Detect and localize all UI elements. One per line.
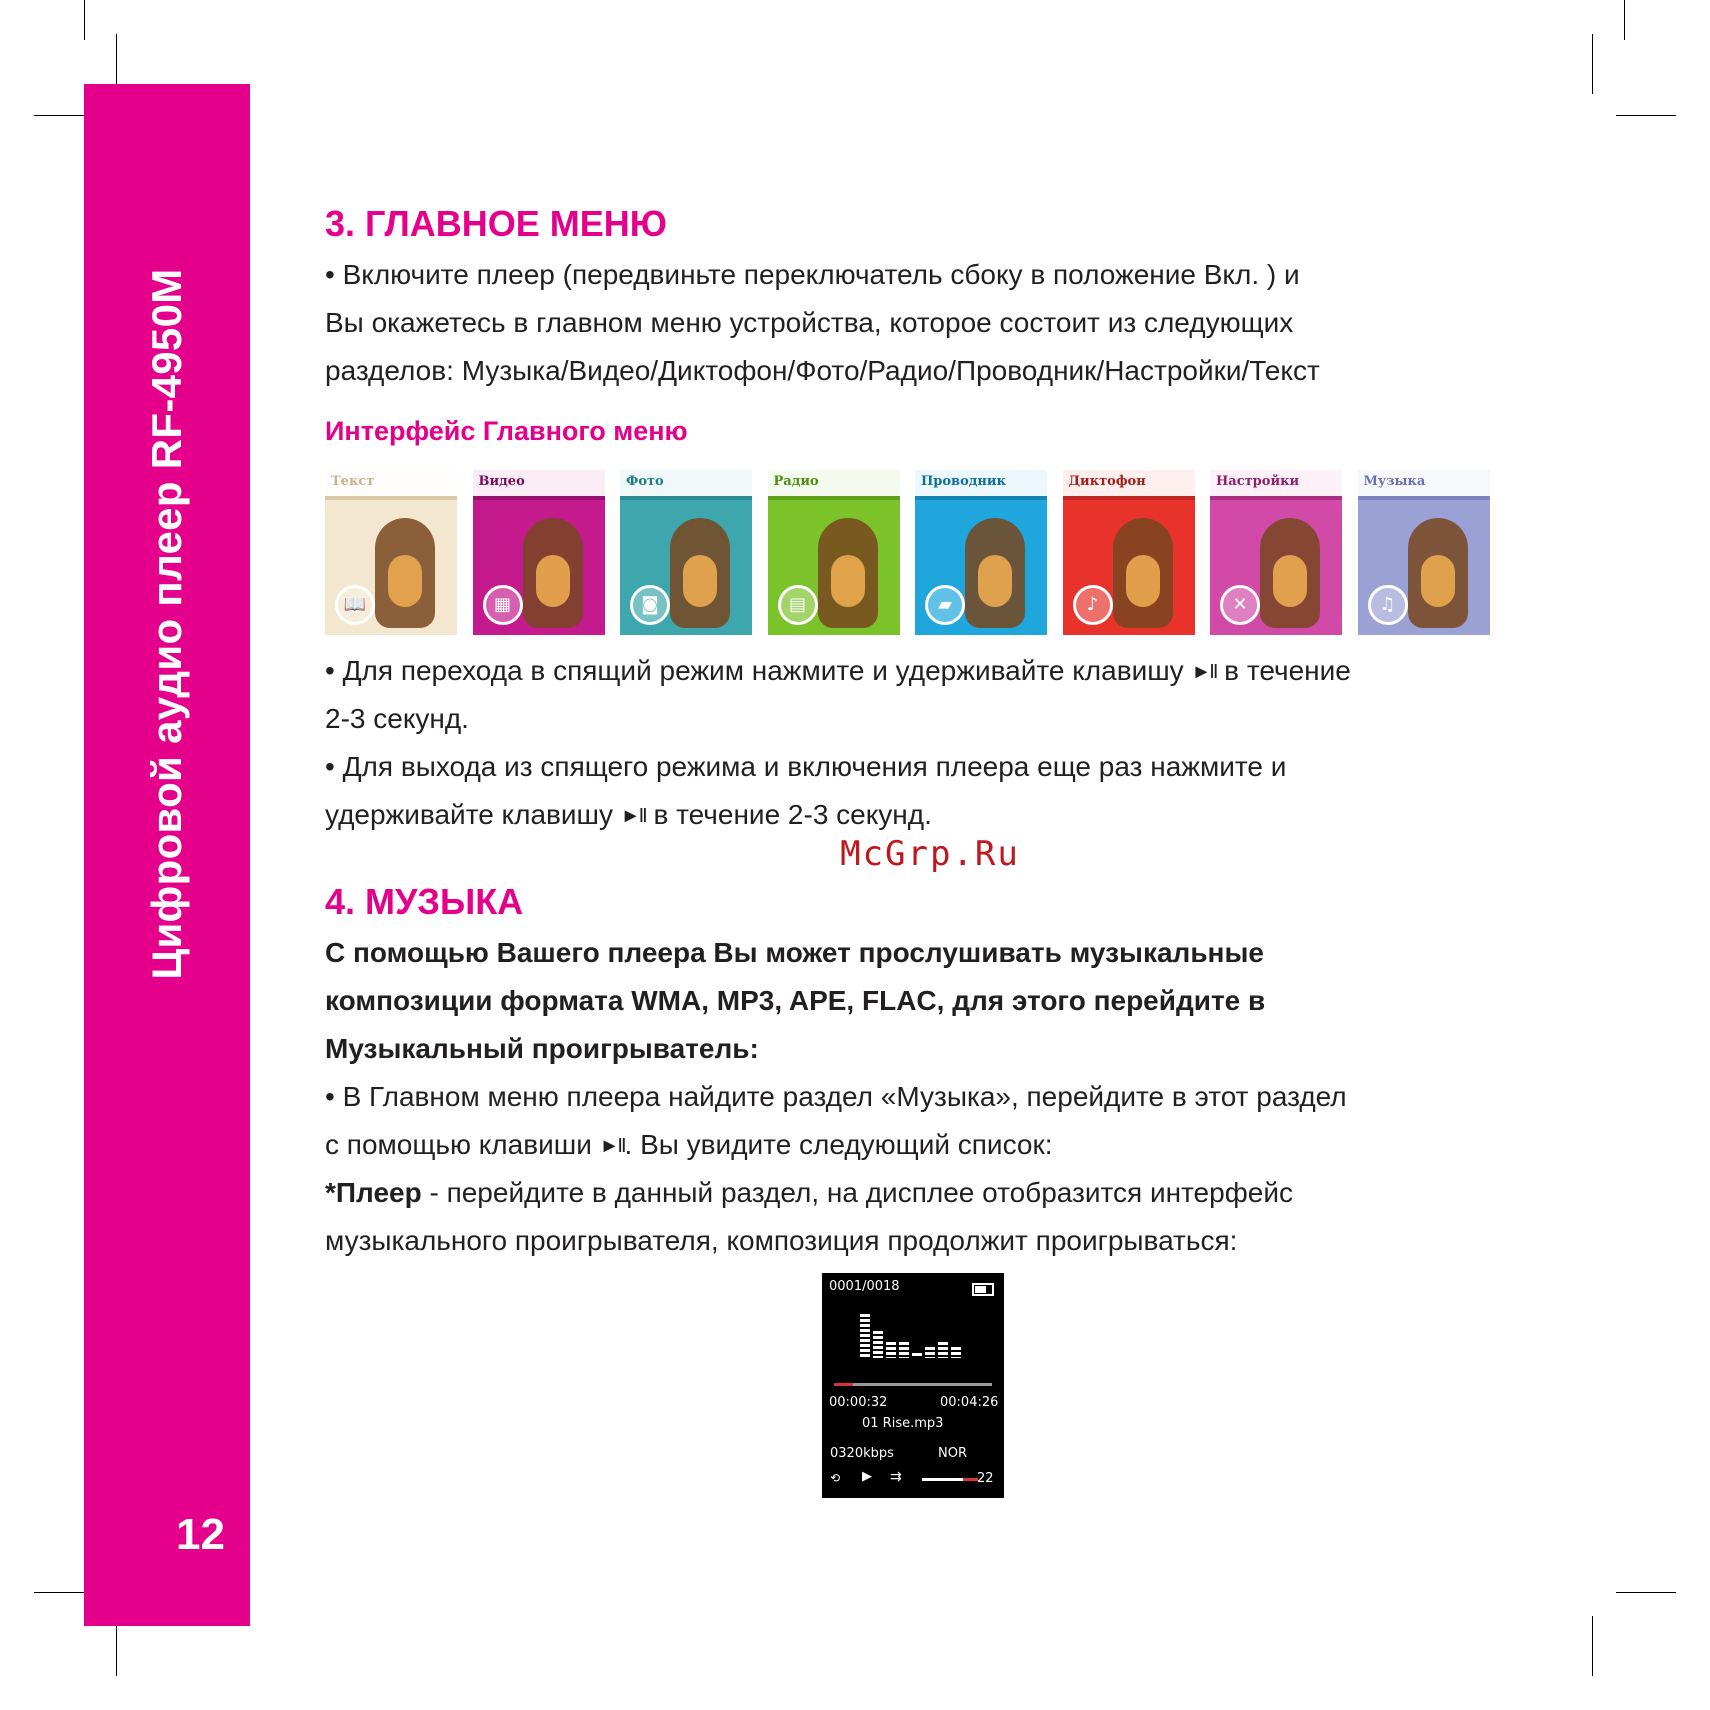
crop-mark — [1624, 0, 1625, 40]
elapsed-time: 00:00:32 — [829, 1395, 888, 1410]
character-belly — [978, 555, 1012, 607]
microphone-icon: ♪ — [1073, 585, 1113, 625]
tile-label: Текст — [331, 474, 375, 489]
menu-tile-8 — [1358, 470, 1490, 635]
bitrate: 0320kbps — [830, 1446, 894, 1461]
film-icon: ▦ — [483, 585, 523, 625]
tile-label: Фото — [626, 474, 664, 489]
tile-header — [620, 470, 752, 496]
crop-mark — [1592, 34, 1593, 94]
eq-bar — [873, 1331, 883, 1359]
find-line-1: • В Главном меню плеера найдите раздел «Музыка», перейдите в этот раздел — [325, 1081, 1347, 1112]
section4-bold-line-2: композиции формата WMA, MP3, APE, FLAC, для этого перейдите в — [325, 985, 1266, 1016]
menu-tile-4 — [768, 470, 900, 635]
play-pause-icon: ►II — [620, 805, 646, 827]
player-screen — [822, 1273, 1004, 1498]
music-note-icon: ♫ — [1368, 585, 1408, 625]
eq-bar — [899, 1342, 909, 1359]
eq-bar — [860, 1314, 870, 1358]
eq-bar — [886, 1342, 896, 1359]
volume-track — [922, 1478, 978, 1481]
section3-heading: 3. ГЛАВНОЕ МЕНЮ — [325, 203, 667, 244]
menu-tile-2 — [473, 470, 605, 635]
section4-bold-line-1: С помощью Вашего плеера Вы может прослушивать музыкальные — [325, 937, 1264, 968]
play-pause-icon: ►II — [1191, 661, 1217, 683]
progress-track — [834, 1383, 992, 1386]
tile-label: Радио — [773, 474, 819, 489]
radio-icon: ▤ — [778, 585, 818, 625]
eq-bar — [938, 1342, 948, 1359]
tile-label: Проводник — [921, 474, 1006, 489]
book-icon: 📖 — [335, 585, 375, 625]
sleep-line-1 — [325, 647, 1351, 696]
tile-header — [1063, 470, 1195, 496]
tile-label: Диктофон — [1068, 474, 1146, 489]
tile-label: Настройки — [1216, 474, 1300, 489]
total-time: 00:04:26 — [940, 1395, 999, 1410]
tile-stripe — [1358, 496, 1490, 500]
character-belly — [536, 555, 570, 607]
player-term: *Плеер — [325, 1177, 422, 1208]
section4-heading: 4. МУЗЫКА — [325, 881, 524, 922]
order-icon: ⇉ — [890, 1469, 902, 1485]
tile-header — [1358, 470, 1490, 496]
tile-stripe — [1210, 496, 1342, 500]
eq-bar — [925, 1347, 935, 1358]
menu-tile-5 — [915, 470, 1047, 635]
repeat-icon: ⟲ — [830, 1471, 841, 1485]
battery-icon — [972, 1283, 994, 1296]
tile-stripe — [915, 496, 1047, 500]
tile-header — [915, 470, 1047, 496]
tile-label: Музыка — [1363, 474, 1426, 489]
eq-bar — [951, 1347, 961, 1358]
sidebar-title: Цифровой аудио плеер RF-4950M — [143, 268, 190, 980]
eq-mode: NOR — [938, 1446, 967, 1461]
tile-stripe — [768, 496, 900, 500]
section3-line-2: Вы окажетесь в главном меню устройства, которое состоит из следующих — [325, 307, 1294, 338]
find-line-2 — [325, 1121, 1053, 1170]
wake-line-2 — [325, 791, 932, 840]
tile-header — [1210, 470, 1342, 496]
wake-line-1: • Для выхода из спящего режима и включения плеера еще раз нажмите и — [325, 751, 1287, 782]
tile-stripe — [473, 496, 605, 500]
player-line-2: музыкального проигрывателя, композиция продолжит проигрываться: — [325, 1225, 1238, 1256]
tile-stripe — [620, 496, 752, 500]
sleep-line-2: 2-3 секунд. — [325, 703, 469, 734]
tile-header — [768, 470, 900, 496]
crop-mark — [1592, 1616, 1593, 1676]
find-text: с помощью клавиши — [325, 1129, 592, 1160]
find-text-end: . Вы увидите следующий список: — [624, 1129, 1053, 1160]
page-number: 12 — [176, 1510, 225, 1559]
volume-level: 22 — [977, 1471, 994, 1486]
sleep-text: • Для перехода в спящий режим нажмите и удерживайте клавишу — [325, 655, 1184, 686]
equalizer-graph — [860, 1308, 970, 1358]
watermark: McGrp.Ru — [840, 834, 1020, 874]
menu-tile-1 — [325, 470, 457, 635]
tile-label: Видео — [478, 474, 525, 489]
play-icon: ▶ — [862, 1469, 872, 1484]
crop-mark — [1616, 115, 1676, 116]
camera-icon: ◙ — [630, 585, 670, 625]
wake-text: удерживайте клавишу — [325, 799, 614, 830]
player-desc: - перейдите в данный раздел, на дисплее отобразится интерфейс — [421, 1177, 1293, 1208]
crop-mark — [84, 0, 85, 40]
progress-fill — [834, 1383, 853, 1386]
track-name: 01 Rise.mp3 — [862, 1416, 944, 1431]
crop-mark — [1616, 1592, 1676, 1593]
menu-tile-6 — [1063, 470, 1195, 635]
track-counter: 0001/0018 — [829, 1279, 900, 1294]
character-belly — [683, 555, 717, 607]
character-belly — [388, 555, 422, 607]
sleep-text-end: в течение — [1224, 655, 1351, 686]
tile-stripe — [1063, 496, 1195, 500]
menu-tile-7 — [1210, 470, 1342, 635]
character-belly — [1421, 555, 1455, 607]
wake-text-end: в течение 2-3 секунд. — [653, 799, 932, 830]
main-menu-tiles — [325, 470, 1490, 635]
main-menu-subheading: Интерфейс Главного меню — [325, 416, 688, 446]
play-pause-icon: ►II — [599, 1135, 625, 1157]
character-belly — [831, 555, 865, 607]
tools-icon: ✕ — [1220, 585, 1260, 625]
eq-bar — [912, 1353, 922, 1359]
menu-tile-3 — [620, 470, 752, 635]
tile-stripe — [325, 496, 457, 500]
character-belly — [1126, 555, 1160, 607]
section3-line-1: • Включите плеер (передвиньте переключатель сбоку в положение Вкл. ) и — [325, 259, 1300, 290]
tile-header — [325, 470, 457, 496]
volume-fill — [922, 1478, 963, 1481]
character-belly — [1273, 555, 1307, 607]
tile-header — [473, 470, 605, 496]
section3-line-3: разделов: Музыка/Видео/Диктофон/Фото/Радио/Проводник/Настройки/Текст — [325, 355, 1320, 386]
folder-icon: ▰ — [925, 585, 965, 625]
section4-bold-line-3: Музыкальный проигрыватель: — [325, 1033, 759, 1064]
player-line-1 — [325, 1169, 1293, 1217]
